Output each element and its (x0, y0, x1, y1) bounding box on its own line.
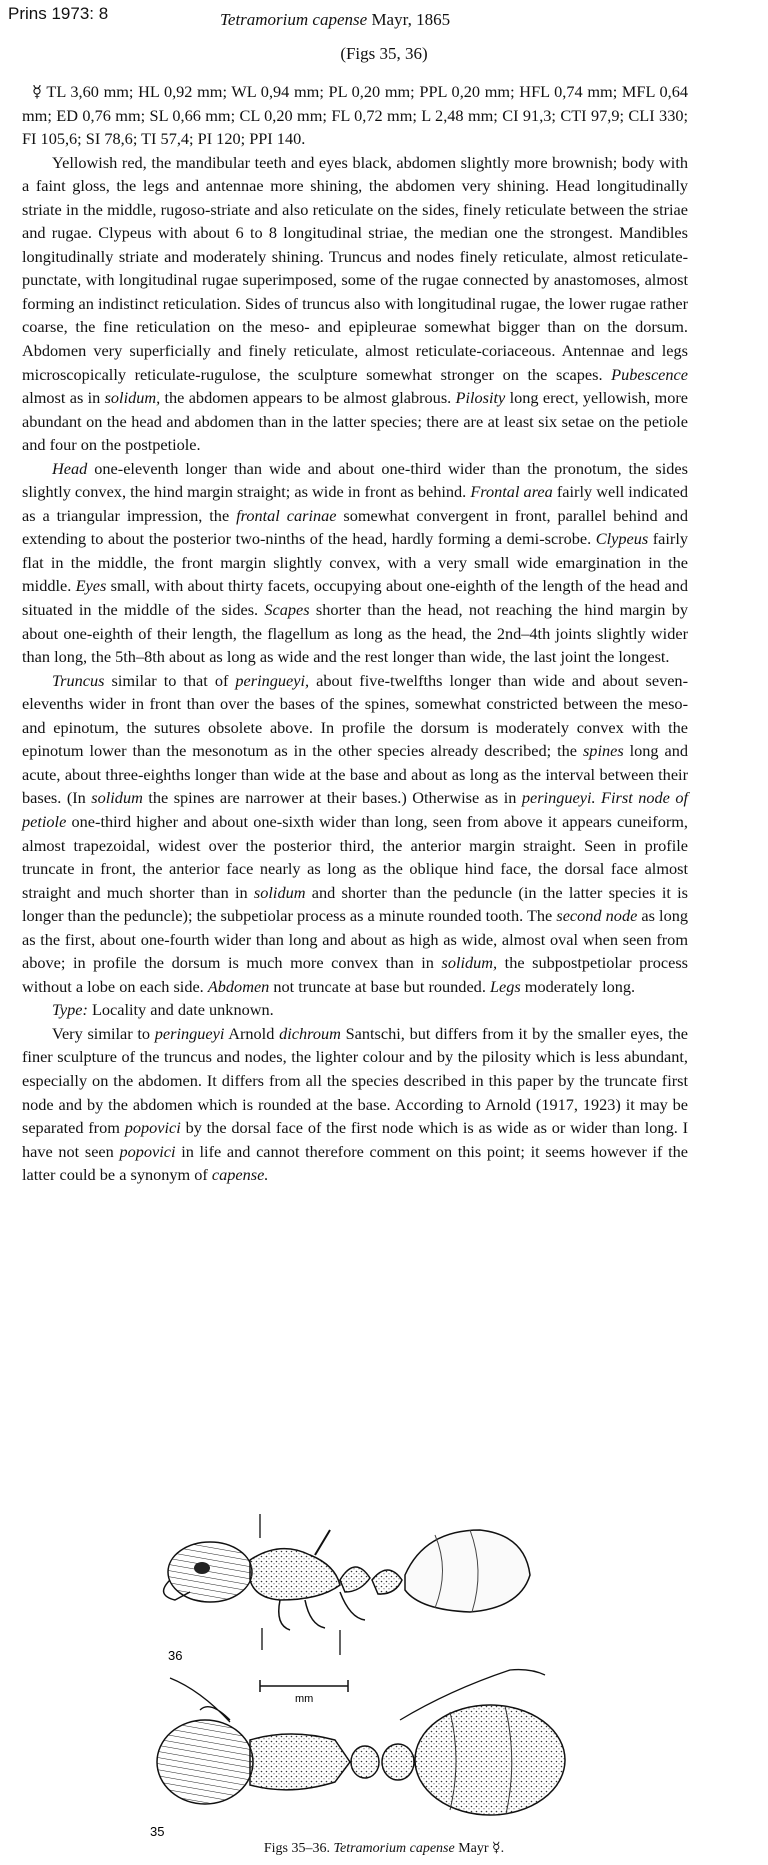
italic-term: popovici (124, 1118, 181, 1138)
text-run: long and acute, about three-eighths longer than wide at the base and about as long as the interval between their bases. (In (22, 741, 689, 808)
profile-view-fig36 (164, 1514, 530, 1663)
italic-term: solidum, (104, 388, 161, 408)
text-run: about five-twelfths longer than wide and about seven-elevenths wider in front than over the bases of the spines, somewhat constricted between the meso- and epinotum, the sutures obsolete above. In profile the dorsum is moderately convex with the epinotum lower than the mesonotum as in the other species already described; the (22, 670, 688, 761)
gaster-profile (405, 1530, 530, 1612)
italic-term: Pilosity (455, 388, 506, 408)
italic-term: dichroum (279, 1023, 341, 1043)
head-profile (168, 1542, 252, 1602)
italic-term: spines (582, 741, 624, 761)
species-name: Tetramorium capense (220, 10, 368, 29)
text-run: fairly flat in the middle, the front margin slightly convex, with a very small wide emargination in the middle. (22, 529, 688, 596)
italic-term: solidum (253, 882, 306, 902)
figure-caption (0, 1840, 768, 1857)
comparison-paragraph (22, 1022, 688, 1187)
italic-term: Abdomen (207, 976, 270, 996)
text-run: as long as the first, about one-fourth wider than long and about as high as wide, almost oval when seen from above; in profile the dorsum is much more convex than in (22, 906, 688, 973)
text-run: Yellowish red, the mandibular teeth and eyes black, abdomen slightly more brownish; body with a faint gloss, the legs and antennae more shining, the abdomen very shining. Head longitudinally striate in the middle, rugoso-striate and also reticulate on the sides, finely reticulate between the striae and rugae. Clypeus with about 6 to 8 longitudinal striae, the median one the strongest. Mandibles longitudinally striate and moderately shining. Truncus and nodes finely reticulate, almost reticulate-punctate, with longitudinal rugae superimposed, some of the rugae connected by anastomoses, almost forming an indistinct reticulation. Sides of truncus also with longitudinal rugae, the lower rugae rather coarse, the fine reticulation on the meso- and epipleurae somewhat bigger than on the dorsum. Abdomen very superficially and finely reticulate, almost reticulate-coriaceous. Antennae and legs microscopically reticulate-rugulose, the sculpture somewhat stronger on the scapes. (22, 152, 688, 384)
text-run: by the dorsal face of the first node which is as wide as or wider than long. I have not seen (22, 1118, 688, 1161)
italic-term: peringueyi. (521, 788, 596, 808)
species-description (22, 80, 688, 1187)
text-run: the subpostpetiolar process without a lobe on each side. (22, 953, 688, 996)
type-paragraph (22, 998, 688, 1022)
caption-species: Tetramorium capense (333, 1841, 455, 1856)
italic-term: second node (556, 906, 638, 926)
text-run: and shorter than the peduncle (in the latter species it is longer than the peduncle); the subpetiolar process as a minute rounded tooth. The (22, 882, 688, 926)
italic-term: Eyes (75, 576, 107, 596)
italic-term: capense. (211, 1165, 269, 1185)
scale-unit: mm (295, 1693, 314, 1705)
gaster-dorsal (415, 1705, 565, 1815)
caption-prefix: Figs 35–36. (263, 1841, 330, 1856)
petiole-node (340, 1567, 370, 1592)
text-run: not truncate at base but rounded. (269, 976, 490, 996)
species-authority: Mayr, 1865 (371, 10, 451, 29)
text-run: small, with about thirty facets, occupying about one-eighth of the length of the head and situated in the middle of the sides. (22, 576, 689, 620)
postpetiole-dorsal (382, 1744, 414, 1780)
scale-bar (260, 1680, 348, 1705)
text-run: Locality and date unknown. (87, 1000, 274, 1020)
truncus-dorsal (250, 1734, 350, 1790)
truncus-profile (250, 1549, 340, 1600)
species-heading (220, 10, 450, 30)
postpetiole-node (372, 1570, 402, 1594)
text-run: similar to that of (104, 670, 236, 690)
truncus-paragraph (22, 669, 688, 999)
text-run: almost as in (22, 388, 105, 408)
italic-term: peringueyi (154, 1023, 225, 1043)
ant-drawings (150, 1500, 620, 1840)
italic-term: Head (52, 458, 88, 478)
italic-term: Type: (52, 1000, 88, 1020)
italic-term: solidum, (441, 953, 498, 973)
eye (194, 1562, 210, 1574)
italic-term: Scapes (264, 600, 310, 620)
text-run: Very similar to (52, 1023, 155, 1043)
italic-term: Truncus (52, 670, 105, 690)
text-run: shorter than the head, not reaching the hind margin by about one-eighth of their length, the flagellum as long as the head, the 2nd–4th joints slightly wider than long, the 5th–8th about as long as wide and the rest longer than wide, the last joint the longest. (22, 600, 688, 667)
text-run: moderately long. (520, 976, 636, 996)
measurements-paragraph: ☿ TL 3,60 mm; HL 0,92 mm; WL 0,94 mm; PL 0,20 mm; PPL 0,20 mm; HFL 0,74 mm; MFL 0,64 mm; ED 0,76 mm; SL 0,66 mm; CL 0,20 mm; FL 0,72 mm; L 2,48 mm; CI 91,3; CTI 97,9; CLI 330; FI 105,6; SI 78,6; TI 57,4; PI 120; PPI 140. (22, 82, 688, 149)
italic-term: frontal carinae (236, 505, 337, 525)
italic-term: Legs (489, 976, 521, 996)
dorsal-view-fig35 (150, 1670, 565, 1839)
text-run: the spines are narrower at their bases.) Otherwise as in (142, 788, 522, 808)
ant-illustration (150, 1500, 620, 1840)
text-run: fairly well indicated as a triangular impression, the (22, 482, 688, 525)
source-citation: Prins 1973: 8 (8, 4, 109, 23)
text-run: Arnold (224, 1023, 280, 1043)
italic-term: Pubescence (611, 364, 688, 384)
head-dorsal (157, 1720, 253, 1804)
spine (315, 1530, 330, 1555)
colour-sculpture-paragraph (22, 151, 688, 457)
figure-reference: (Figs 35, 36) (340, 44, 428, 63)
italic-term: peringueyi, (235, 670, 310, 690)
text-run: in life and cannot therefore comment on this point; it seems however if the latter could be a synonym of (22, 1141, 688, 1185)
text-run: somewhat convergent in front, parallel behind and extending to about the posterior two-ninths of the head, hardly forming a demi-scrobe. (22, 505, 689, 549)
text-run: long erect, yellowish, more abundant on the head and abdomen than in the latter species; there are at least six setae on the petiole and four on the postpetiole. (22, 388, 688, 455)
text-run: one-third higher and about one-sixth wider than long, seen from above it appears cuneiform, almost trapezoidal, widest over the posterior third, the anterior margin straight. Seen in profile truncate in front, the anterior face nearly as long as the oblique hind face, the dorsal face almost straight and much shorter than in (22, 811, 688, 902)
text-run: one-eleventh longer than wide and about one-third wider than the pronotum, the sides slightly convex, the hind margin straight; as wide in front as behind. (22, 458, 688, 502)
petiole-dorsal (351, 1746, 379, 1778)
italic-term: Frontal area (470, 482, 553, 502)
text-run: the abdomen appears to be almost glabrous. (160, 388, 456, 408)
italic-term: Clypeus (595, 529, 649, 549)
text-run: Santschi, but differs from it by the smaller eyes, the finer sculpture of the truncus and nodes, the lighter colour and by the pilosity which is less abundant, especially on the abdomen. It differs from all the species described in this paper by the truncate first node and by the abdomen which is rounded at the base. According to Arnold (1917, 1923) it may be separated from (22, 1023, 688, 1138)
head-paragraph (22, 457, 688, 669)
figure-label-36: 36 (168, 1648, 183, 1663)
antenna-left (170, 1678, 230, 1722)
caption-suffix: Mayr ☿. (458, 1841, 505, 1856)
figure-label-35: 35 (150, 1824, 165, 1839)
italic-term: solidum (91, 788, 143, 808)
italic-term: popovici (119, 1141, 176, 1161)
italic-term: First node of petiole (22, 788, 688, 831)
